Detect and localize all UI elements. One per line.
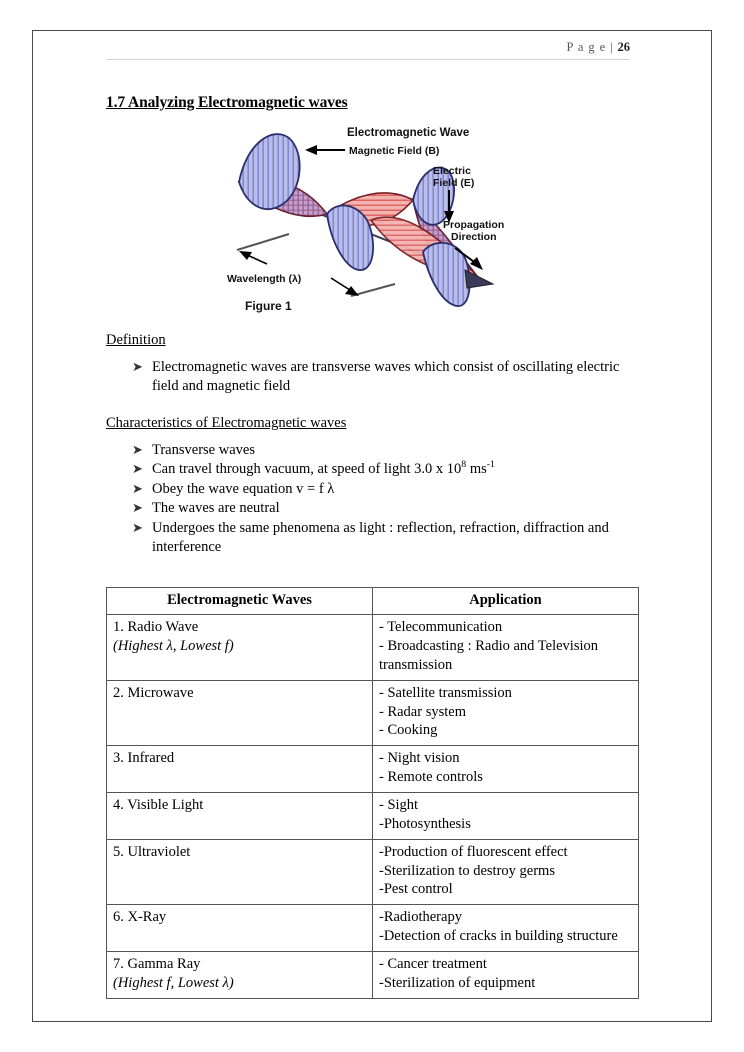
- electromagnetic-wave-figure: [106, 124, 638, 314]
- table-row: [107, 615, 639, 681]
- list-item: [106, 441, 638, 460]
- list-item-text-pre: Can travel through vacuum, at speed of light 3.0 x 10: [152, 461, 462, 478]
- list-item: [106, 358, 638, 397]
- list-item-text: Transverse waves: [152, 441, 255, 458]
- cell-wave-name: [107, 905, 373, 952]
- cell-applications: [373, 615, 639, 681]
- application-line: -Sterilization of equipment: [379, 974, 536, 991]
- application-line: -Pest control: [379, 881, 453, 898]
- application-line: -Production of fluorescent effect: [379, 843, 568, 860]
- electric-field-label-line1: Electric: [433, 165, 471, 177]
- table-row: [107, 905, 639, 952]
- em-wave-diagram: [227, 124, 517, 314]
- figure-title: Electromagnetic Wave: [347, 127, 470, 139]
- table-row: [107, 839, 639, 905]
- propagation-label-line1: Propagation: [443, 219, 505, 231]
- page-label: P a g e: [566, 40, 607, 54]
- wave-name: 3. Infrared: [113, 750, 175, 767]
- table-row: [107, 746, 639, 793]
- list-item: [106, 460, 638, 479]
- list-item-text: Electromagnetic waves are transverse waves which consist of oscillating electric field and magnetic field: [152, 359, 620, 395]
- cell-wave-name: [107, 615, 373, 681]
- application-line: - Radar system: [379, 703, 466, 720]
- wave-name: 2. Microwave: [113, 684, 194, 701]
- exponent-minus-one: -1: [486, 459, 495, 471]
- list-item: [106, 480, 638, 499]
- cell-applications: [373, 951, 639, 998]
- cell-wave-name: [107, 792, 373, 839]
- page-separator: |: [610, 40, 614, 54]
- application-line: - Cancer treatment: [379, 955, 487, 972]
- list-item-text: The waves are neutral: [152, 500, 280, 517]
- table-body: [107, 615, 639, 998]
- characteristics-list: [106, 441, 638, 558]
- list-item-text: Obey the wave equation v = f λ: [152, 480, 335, 497]
- wave-name: 7. Gamma Ray: [113, 955, 201, 972]
- application-line: - Sight: [379, 796, 419, 813]
- page-content: [106, 40, 638, 999]
- wave-name: 6. X-Ray: [113, 909, 167, 926]
- arrow-bullet-icon: ➤: [132, 359, 143, 374]
- list-item-text-mid: ms: [466, 461, 487, 478]
- table-row: [107, 680, 639, 746]
- cell-applications: [373, 905, 639, 952]
- figure-caption: Figure 1: [245, 299, 292, 313]
- arrow-bullet-icon: ➤: [132, 500, 143, 516]
- electromagnetic-waves-table: [106, 587, 639, 998]
- definition-list: [106, 358, 638, 397]
- cell-applications: [373, 792, 639, 839]
- propagation-label-line2: Direction: [451, 231, 497, 243]
- cell-wave-name: [107, 746, 373, 793]
- arrow-bullet-icon: ➤: [132, 480, 143, 496]
- characteristics-heading: Characteristics of Electromagnetic waves: [106, 414, 347, 431]
- wave-name: 4. Visible Light: [113, 796, 204, 813]
- application-line: -Photosynthesis: [379, 815, 471, 832]
- electric-field-label-line2: Field (E): [433, 177, 475, 189]
- table-header-row: [107, 588, 639, 615]
- table-row: [107, 951, 639, 998]
- arrow-bullet-icon: ➤: [132, 441, 143, 457]
- application-line: - Remote controls: [379, 769, 483, 786]
- application-line: - Telecommunication: [379, 619, 503, 636]
- application-line: -Radiotherapy: [379, 909, 462, 926]
- wave-name-note: (Highest λ, Lowest f): [113, 638, 234, 655]
- wave-name: 1. Radio Wave: [113, 619, 199, 636]
- application-line: - Broadcasting : Radio and Television transmission: [379, 638, 598, 673]
- page-number: 26: [617, 40, 630, 54]
- cell-applications: [373, 746, 639, 793]
- wave-name: 5. Ultraviolet: [113, 843, 191, 860]
- exponent-eight: 8: [461, 459, 467, 471]
- page-header: [106, 40, 630, 60]
- magnetic-field-label: Magnetic Field (B): [349, 145, 440, 157]
- wavelength-label: Wavelength (λ): [227, 273, 302, 285]
- arrow-bullet-icon: ➤: [132, 461, 143, 477]
- arrow-bullet-icon: ➤: [132, 519, 143, 535]
- cell-applications: [373, 680, 639, 746]
- column-header-application: Application: [373, 588, 639, 615]
- table-row: [107, 792, 639, 839]
- list-item: [106, 519, 638, 558]
- application-line: -Detection of cracks in building structure: [379, 928, 618, 945]
- list-item: [106, 499, 638, 518]
- cell-wave-name: [107, 680, 373, 746]
- cell-applications: [373, 839, 639, 905]
- application-line: -Sterilization to destroy germs: [379, 862, 555, 879]
- cell-wave-name: [107, 839, 373, 905]
- application-line: - Satellite transmission: [379, 684, 512, 701]
- wave-name-note: (Highest f, Lowest λ): [113, 974, 234, 991]
- application-line: - Night vision: [379, 750, 460, 767]
- section-title: 1.7 Analyzing Electromagnetic waves: [106, 94, 348, 111]
- column-header-waves: Electromagnetic Waves: [107, 588, 373, 615]
- cell-wave-name: [107, 951, 373, 998]
- application-line: - Cooking: [379, 722, 438, 739]
- definition-heading: Definition: [106, 332, 166, 348]
- list-item-text: Undergoes the same phenomena as light : reflection, refraction, diffraction and interference: [152, 519, 609, 555]
